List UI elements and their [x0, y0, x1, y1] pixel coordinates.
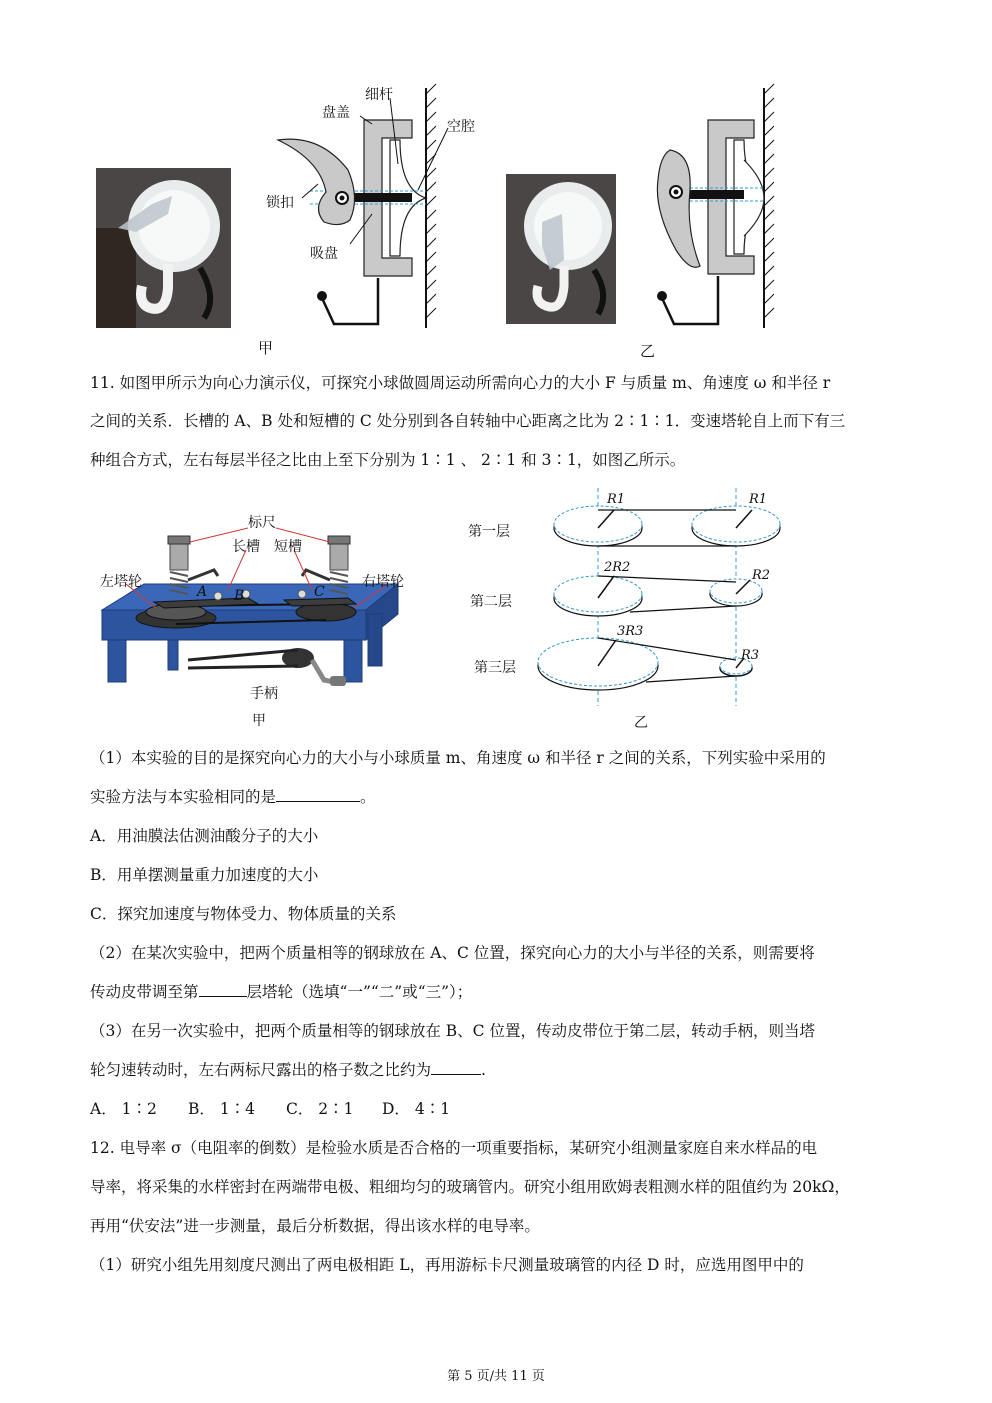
answer-blank-2[interactable]: [199, 982, 247, 997]
label-youtalun: 右塔轮: [362, 574, 404, 590]
choice-c[interactable]: C． 2∶1: [286, 1100, 354, 1118]
label-shoubing: 手柄: [250, 686, 278, 702]
caption-yi-top: 乙: [640, 342, 656, 360]
answer-blank-1[interactable]: [276, 787, 360, 802]
label-R2-right: R2: [752, 568, 771, 583]
label-duancao: 短槽: [274, 539, 302, 555]
q11-line2: 之间的关系．长槽的 A、B 处和短槽的 C 处分别到各自转轴中心距离之比为 2∶1∶1．变速塔轮自上而下有三: [90, 412, 846, 430]
label-R3-right: R3: [741, 648, 760, 663]
label-zuotalun: 左塔轮: [100, 574, 142, 590]
q11-sub2-text: 传动皮带调至第: [90, 983, 199, 1001]
label-pangai: 盘盖: [322, 105, 350, 121]
label-changcao: 长槽: [232, 539, 260, 555]
q11-number: 11.: [90, 374, 115, 392]
label-R2-left: 2R2: [604, 560, 631, 575]
label-layer3: 第三层: [474, 660, 516, 676]
q11-sub2-line1: （2）在某次实验中，把两个质量相等的钢球放在 A、C 位置，探究向心力的大小与半径的关系，则需要将: [90, 944, 815, 962]
q12-line1: 12. 电导率 σ（电阻率的倒数）是检验水质是否合格的一项重要指标，某研究小组测量家庭自来水样品的电: [90, 1139, 818, 1157]
choice-d[interactable]: D． 4∶1: [382, 1100, 451, 1118]
suction-hook-diagram-yi: [640, 80, 790, 340]
suction-hook-photo-yi: [506, 174, 616, 324]
label-suokou: 锁扣: [266, 195, 294, 211]
label-C: C: [314, 584, 325, 600]
option-a[interactable]: A．用油膜法估测油酸分子的大小: [90, 827, 319, 845]
caption-jia-top: 甲: [258, 339, 274, 357]
label-kongqiang: 空腔: [447, 119, 475, 135]
answer-blank-3[interactable]: [431, 1060, 481, 1075]
label-R3-left: 3R3: [617, 624, 644, 639]
q11-sub2-end: 层塔轮（选填“一”“二”或“三”）；: [246, 983, 473, 1001]
label-R1-right: R1: [749, 492, 768, 507]
q11-sub2-line2: [90, 982, 472, 1002]
q11-sub3-line1: （3）在另一次实验中，把两个质量相等的钢球放在 B、C 位置，传动皮带位于第二层，转动手柄，则当塔: [90, 1022, 815, 1040]
label-xipan: 吸盘: [310, 246, 338, 262]
q11-sub3-end: .: [481, 1061, 486, 1079]
label-A: A: [197, 584, 208, 600]
suction-hook-photo-jia: [96, 168, 231, 328]
q11-sub3-text: 轮匀速转动时，左右两标尺露出的格子数之比约为: [90, 1061, 432, 1079]
page-footer: 第 5 页/共 11 页: [447, 1369, 545, 1384]
caption-yi-q11: 乙: [634, 715, 648, 731]
option-b[interactable]: B．用单摆测量重力加速度的大小: [90, 866, 319, 884]
q11-sub1-line2: [90, 787, 376, 807]
q12-line3: 再用“伏安法”进一步测量，最后分析数据，得出该水样的电导率。: [90, 1217, 540, 1235]
label-xigan: 细杆: [365, 87, 393, 103]
caption-jia-q11: 甲: [252, 713, 266, 729]
label-B: B: [234, 588, 245, 604]
label-layer2: 第二层: [470, 594, 512, 610]
choice-a[interactable]: A． 1∶2: [90, 1100, 157, 1118]
q11-sub1-line1: （1）本实验的目的是探究向心力的大小与小球质量 m、角速度 ω 和半径 r 之间的关系，下列实验中采用的: [90, 749, 826, 767]
option-c[interactable]: C．探究加速度与物体受力、物体质量的关系: [90, 905, 397, 923]
pulley-layers-diagram: [530, 488, 790, 708]
q11-sub1-end: 。: [360, 788, 376, 806]
q11-sub1-text: 实验方法与本实验相同的是: [90, 788, 277, 806]
q11-sub3-line2: [90, 1060, 486, 1080]
choice-b[interactable]: B． 1∶4: [188, 1100, 256, 1118]
label-R1-left: R1: [607, 492, 626, 507]
q11-stem-line1: 如图甲所示为向心力演示仪，可探究小球做圆周运动所需向心力的大小 F 与质量 m、角速度 ω 和半径 r: [119, 374, 831, 392]
label-biaochi: 标尺: [248, 515, 276, 531]
q11-sub3-choices: [90, 1099, 450, 1119]
q12-line4: （1）研究小组先用刻度尺测出了两电极相距 L，再用游标卡尺测量玻璃管的内径 D 时，应选用图甲中的: [90, 1256, 804, 1274]
q11-line1: [90, 373, 830, 393]
q11-line3: 种组合方式，左右每层半径之比由上至下分别为 1∶1 、 2∶1 和 3∶1，如图乙所示。: [90, 451, 686, 469]
q12-line2: 导率，将采集的水样密封在两端带电极、粗细均匀的玻璃管内。研究小组用欧姆表粗测水样的阻值约为 20kΩ，: [90, 1178, 850, 1196]
label-layer1: 第一层: [468, 524, 510, 540]
